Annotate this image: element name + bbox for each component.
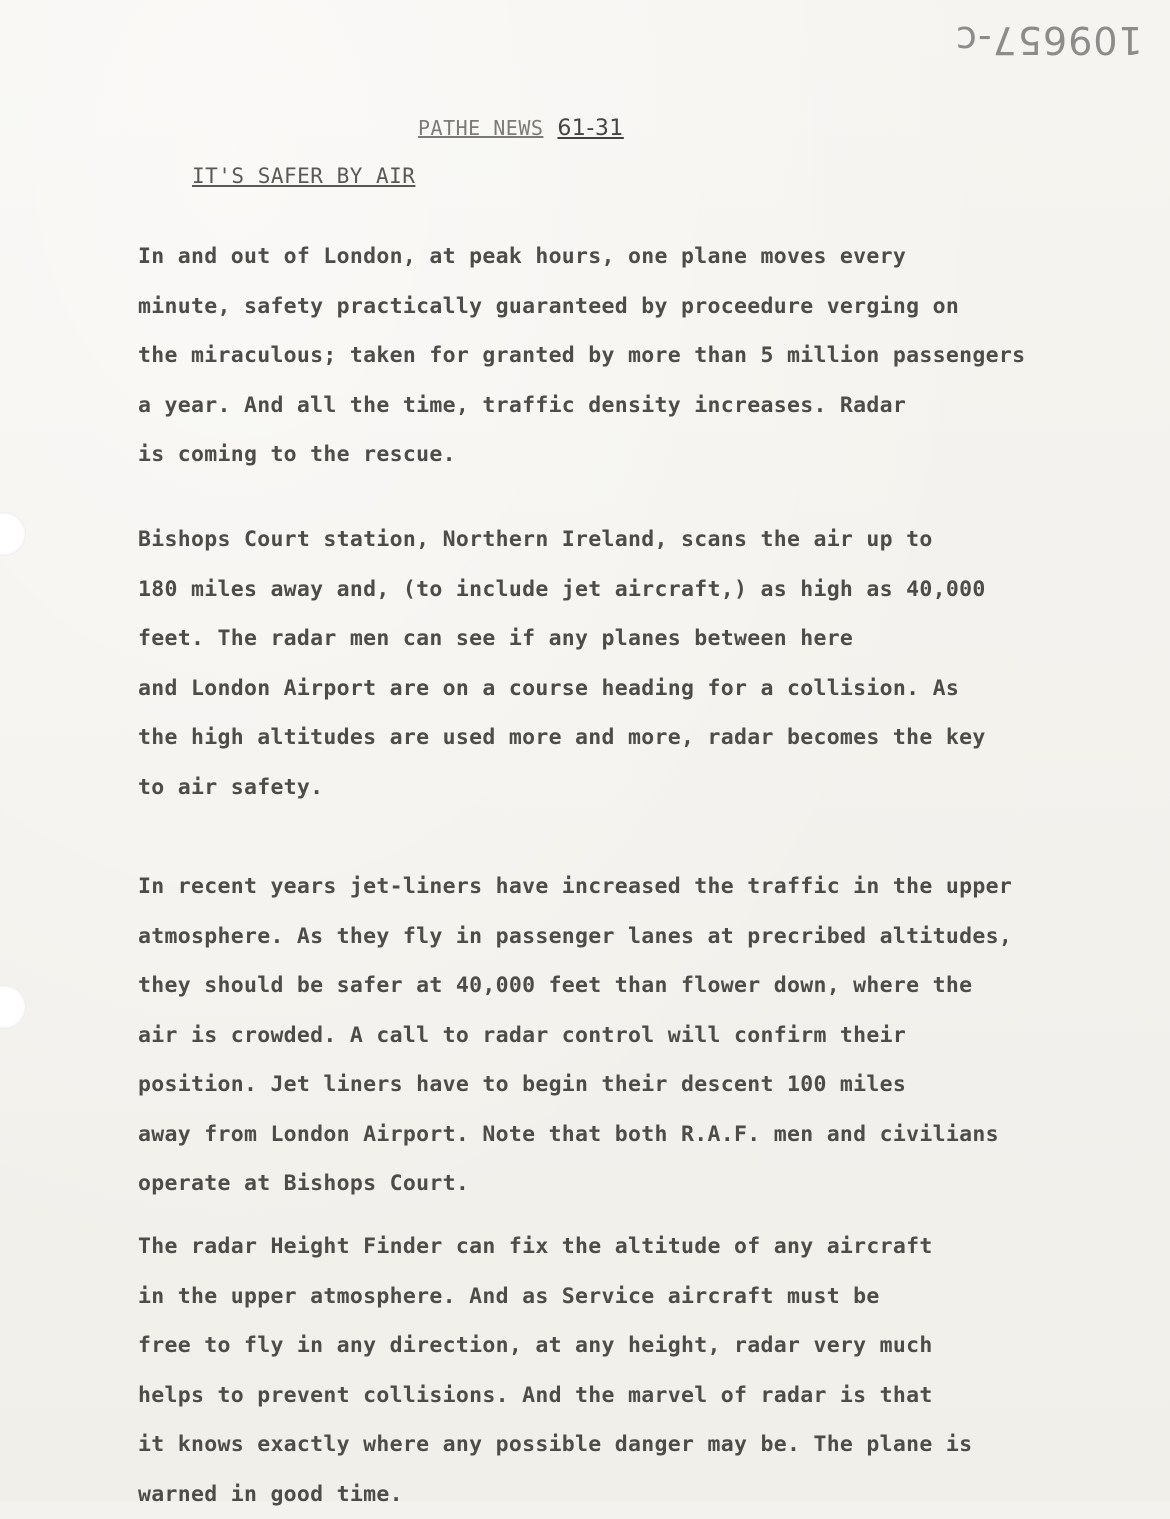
punch-hole bbox=[0, 512, 26, 556]
page-header bbox=[418, 116, 624, 141]
paragraph: Bishops Court station, Northern Ireland, scans the air up to 180 miles away and, (to include jet aircraft,) as high as 40,000 feet. The radar men can see if any planes between here and London Airport are on a course heading for a collision. As the high altitudes are used more and more, radar becomes the key to air safety. bbox=[138, 527, 986, 800]
punch-hole bbox=[0, 985, 26, 1029]
paragraph: In and out of London, at peak hours, one plane moves every minute, safety practically guaranteed by proceedure verging on the miraculous; taken for granted by more than 5 million passengers a year. And all the time, traffic density increases. Radar is coming to the rescue. bbox=[138, 244, 1026, 467]
story-title: IT'S SAFER BY AIR bbox=[192, 164, 416, 188]
issue-number: 61-31 bbox=[557, 116, 624, 141]
paragraph: The radar Height Finder can fix the altitude of any aircraft in the upper atmosphere. And as Service aircraft must be free to fly in any direction, at any height, radar very much helps to prevent collisions. And the marvel of radar is that it knows exactly where any possible danger may be. The plane is warned in good time. bbox=[138, 1234, 973, 1507]
paragraph: In recent years jet-liners have increased the traffic in the upper atmosphere. As they fly in passenger lanes at precribed altitudes, they should be safer at 40,000 feet than flower down, where the air is crowded. A call to radar control will confirm their position. Jet liners have to begin their descent 100 miles away from London Airport. Note that both R.A.F. men and civilians operate at Bishops Court. bbox=[138, 874, 1013, 1196]
header-title: PATHE NEWS bbox=[418, 116, 544, 140]
reference-number: 109657-c bbox=[955, 18, 1143, 62]
